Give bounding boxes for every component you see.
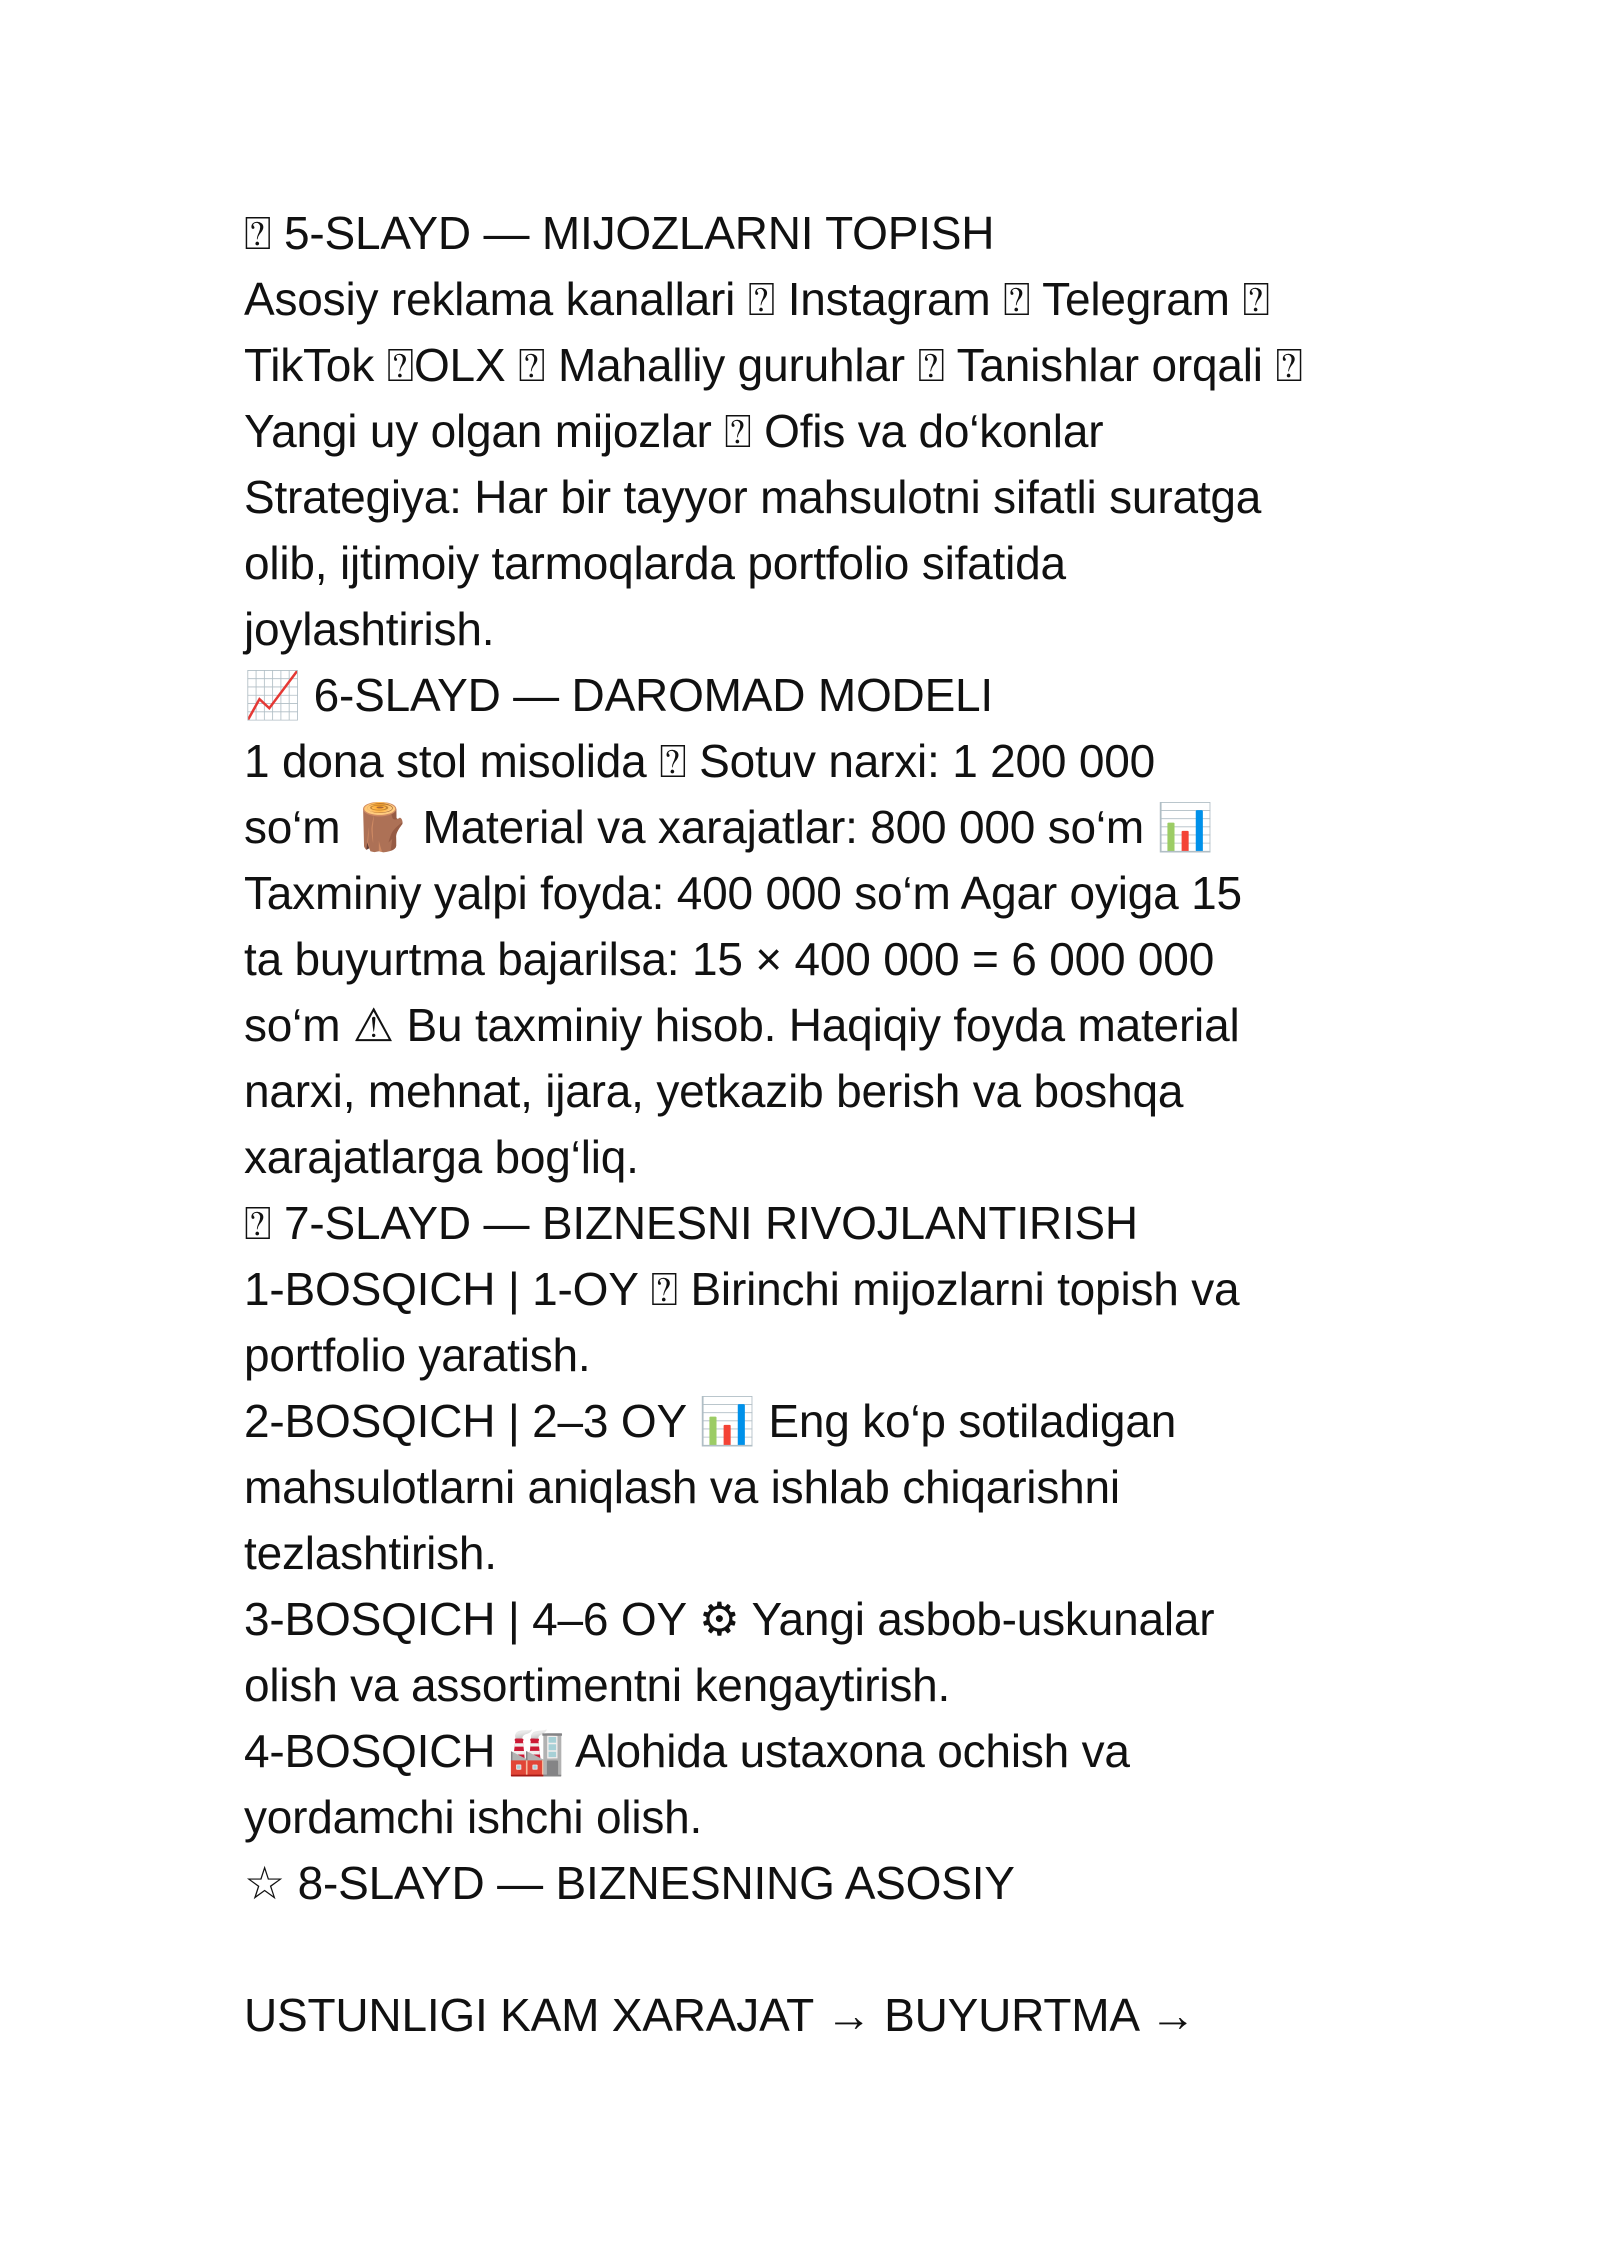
text-line: portfolio yaratish. xyxy=(244,1329,591,1381)
section-heading-7: ⍰ 7-SLAYD — BIZNESNI RIVOJLANTIRISH xyxy=(244,1197,1138,1249)
text-line: xarajatlarga bog‘liq. xyxy=(244,1131,639,1183)
text-line: Taxminiy yalpi foyda: 400 000 so‘m Agar oyiga 15 xyxy=(244,867,1242,919)
text-line: so‘m ⚠ Bu taxminiy hisob. Haqiqiy foyda material xyxy=(244,999,1240,1051)
text-line: USTUNLIGI KAM XARAJAT → BUYURTMA → xyxy=(244,1989,1196,2041)
text-line: olish va assortimentni kengaytirish. xyxy=(244,1659,951,1711)
text-line: tezlashtirish. xyxy=(244,1527,497,1579)
blank-line xyxy=(244,1916,1374,1982)
text-line: 2-BOSQICH | 2–3 OY 📊 Eng ko‘p sotiladigan xyxy=(244,1395,1177,1447)
section-heading-8: ☆ 8-SLAYD — BIZNESNING ASOSIY xyxy=(244,1857,1015,1909)
text-line: TikTok ⍰OLX ⍰ Mahalliy guruhlar ⍰ Tanishlar orqali ⍰ xyxy=(244,339,1303,391)
text-line: Yangi uy olgan mijozlar ⍰ Ofis va do‘konlar xyxy=(244,405,1104,457)
text-line: 1 dona stol misolida ⍰ Sotuv narxi: 1 200 000 xyxy=(244,735,1156,787)
text-line: so‘m 🪵 Material va xarajatlar: 800 000 so‘m 📊 xyxy=(244,801,1214,853)
text-line: Strategiya: Har bir tayyor mahsulotni sifatli suratga xyxy=(244,471,1262,523)
text-line: joylashtirish. xyxy=(244,603,495,655)
text-line: 3-BOSQICH | 4–6 OY ⚙ Yangi asbob-uskunalar xyxy=(244,1593,1215,1645)
text-line: 1-BOSQICH | 1-OY ⍰ Birinchi mijozlarni topish va xyxy=(244,1263,1240,1315)
section-heading-6: 📈 6-SLAYD — DAROMAD MODELI xyxy=(244,669,994,721)
text-line: olib, ijtimoiy tarmoqlarda portfolio sifatida xyxy=(244,537,1066,589)
text-line: 4-BOSQICH 🏭 Alohida ustaxona ochish va xyxy=(244,1725,1130,1777)
text-line: mahsulotlarni aniqlash va ishlab chiqarishni xyxy=(244,1461,1120,1513)
document-page xyxy=(244,200,1374,2048)
section-heading-5: ⍰ 5-SLAYD — MIJOZLARNI TOPISH xyxy=(244,207,995,259)
text-line: yordamchi ishchi olish. xyxy=(244,1791,703,1843)
text-line: Asosiy reklama kanallari ⍰ Instagram ⍰ Telegram ⍰ xyxy=(244,273,1270,325)
text-line: narxi, mehnat, ijara, yetkazib berish va boshqa xyxy=(244,1065,1184,1117)
text-line: ta buyurtma bajarilsa: 15 × 400 000 = 6 000 000 xyxy=(244,933,1215,985)
